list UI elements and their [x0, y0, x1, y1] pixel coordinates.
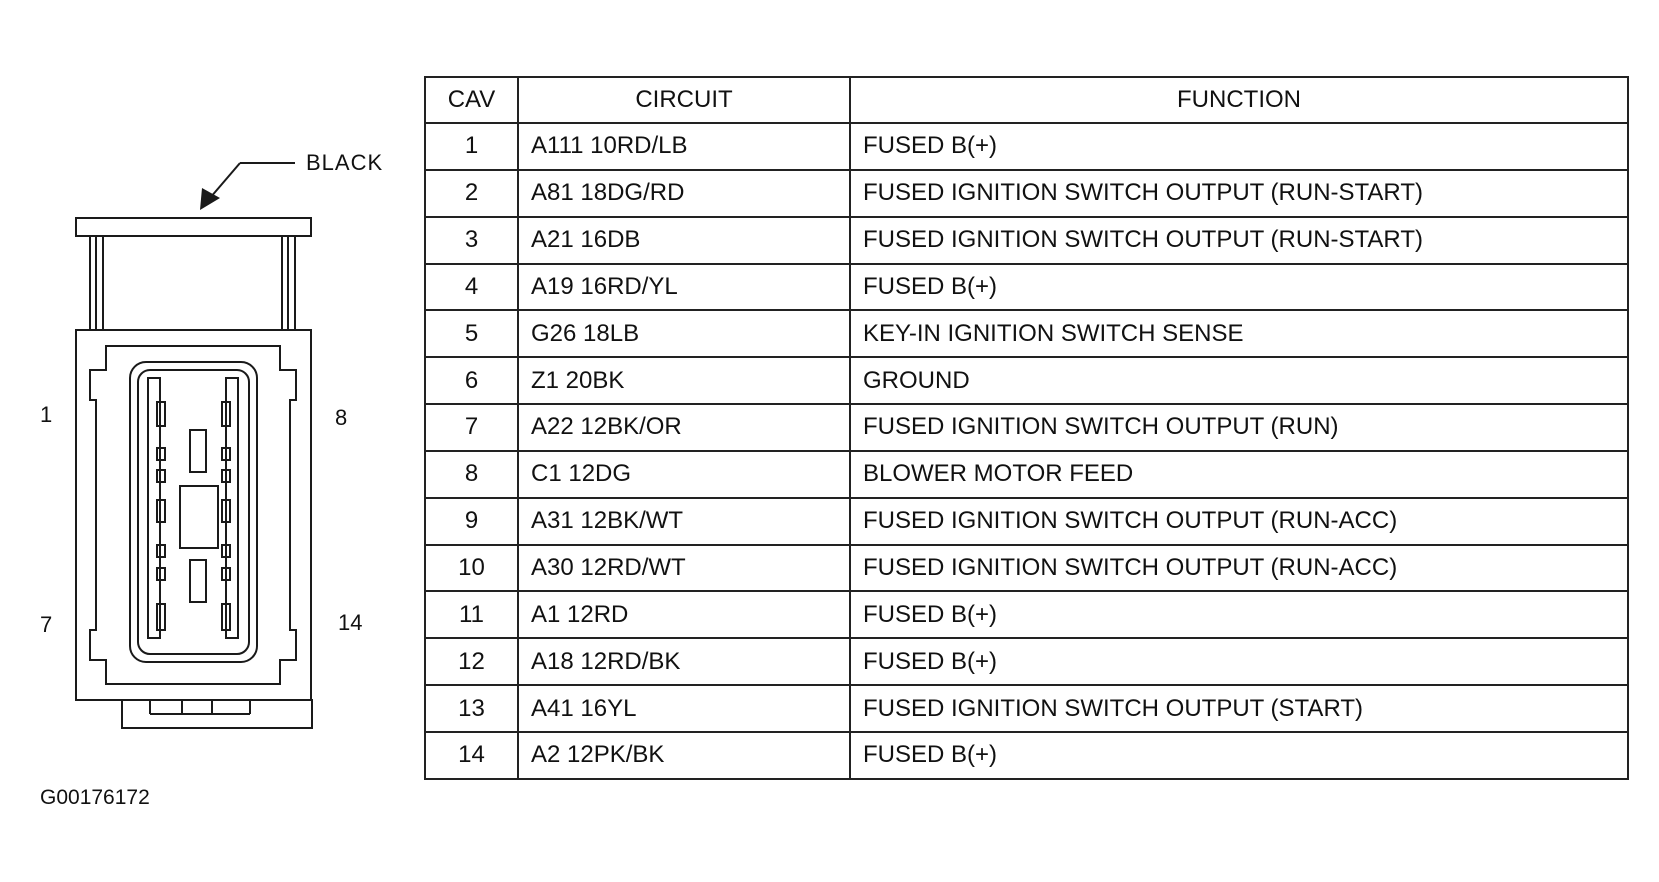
- function-cell: FUSED B(+): [850, 638, 1628, 685]
- connector-top-plate: [76, 218, 311, 236]
- pin-label-1: 1: [40, 402, 53, 427]
- table-row: [425, 123, 1628, 170]
- function-cell: FUSED B(+): [850, 732, 1628, 779]
- header-cav: CAV: [425, 77, 518, 123]
- table-row: [425, 591, 1628, 638]
- table-header-row: [425, 77, 1628, 123]
- circuit-cell: A22 12BK/OR: [518, 404, 850, 451]
- connector-color-label: BLACK: [306, 150, 384, 175]
- pinout-table: [424, 76, 1629, 780]
- table-row: [425, 170, 1628, 217]
- terminal-cavity-inner: [138, 370, 249, 654]
- center-terminal-main: [180, 486, 218, 548]
- cav-cell: 6: [425, 357, 518, 404]
- cav-cell: 7: [425, 404, 518, 451]
- cav-cell: 8: [425, 451, 518, 498]
- table-row: [425, 217, 1628, 264]
- cav-cell: 12: [425, 638, 518, 685]
- table-row: [425, 310, 1628, 357]
- function-cell: FUSED IGNITION SWITCH OUTPUT (RUN-ACC): [850, 545, 1628, 592]
- connector-drawing: [0, 0, 420, 877]
- pointer-shaft: [210, 163, 240, 198]
- cav-cell: 2: [425, 170, 518, 217]
- cav-cell: 14: [425, 732, 518, 779]
- circuit-cell: A19 16RD/YL: [518, 264, 850, 311]
- function-cell: FUSED IGNITION SWITCH OUTPUT (START): [850, 685, 1628, 732]
- circuit-cell: A81 18DG/RD: [518, 170, 850, 217]
- pin-label-8: 8: [335, 405, 348, 430]
- terminal-column-left: [148, 378, 165, 638]
- function-cell: FUSED IGNITION SWITCH OUTPUT (RUN-ACC): [850, 498, 1628, 545]
- connector-inner-wall: [90, 346, 296, 684]
- pin-label-7: 7: [40, 612, 53, 637]
- figure-id: G00176172: [40, 786, 150, 809]
- circuit-cell: A21 16DB: [518, 217, 850, 264]
- function-cell: FUSED B(+): [850, 264, 1628, 311]
- terminal-column-right: [222, 378, 238, 638]
- connector-diagram: [0, 0, 420, 877]
- cav-cell: 1: [425, 123, 518, 170]
- cav-cell: 10: [425, 545, 518, 592]
- cav-cell: 3: [425, 217, 518, 264]
- header-circuit: CIRCUIT: [518, 77, 850, 123]
- function-cell: FUSED IGNITION SWITCH OUTPUT (RUN-START): [850, 217, 1628, 264]
- circuit-cell: A1 12RD: [518, 591, 850, 638]
- circuit-cell: Z1 20BK: [518, 357, 850, 404]
- cav-cell: 11: [425, 591, 518, 638]
- table-row: [425, 685, 1628, 732]
- center-terminal-top: [190, 430, 206, 472]
- function-cell: FUSED B(+): [850, 591, 1628, 638]
- circuit-cell: C1 12DG: [518, 451, 850, 498]
- cav-cell: 4: [425, 264, 518, 311]
- function-cell: FUSED B(+): [850, 123, 1628, 170]
- connector-body: [76, 330, 311, 700]
- circuit-cell: A31 12BK/WT: [518, 498, 850, 545]
- function-cell: BLOWER MOTOR FEED: [850, 451, 1628, 498]
- connector-bottom-lock: [122, 700, 312, 728]
- pin-label-14: 14: [338, 610, 363, 635]
- circuit-cell: G26 18LB: [518, 310, 850, 357]
- table-row: [425, 451, 1628, 498]
- circuit-cell: A2 12PK/BK: [518, 732, 850, 779]
- function-cell: GROUND: [850, 357, 1628, 404]
- table-row: [425, 732, 1628, 779]
- pinout-table-body: [425, 123, 1628, 779]
- table-row: [425, 357, 1628, 404]
- connector-latch-rails: [90, 236, 295, 330]
- table-row: [425, 545, 1628, 592]
- cav-cell: 9: [425, 498, 518, 545]
- header-function: FUNCTION: [850, 77, 1628, 123]
- center-terminal-bottom: [190, 560, 206, 602]
- function-cell: FUSED IGNITION SWITCH OUTPUT (RUN-START): [850, 170, 1628, 217]
- circuit-cell: A41 16YL: [518, 685, 850, 732]
- circuit-cell: A18 12RD/BK: [518, 638, 850, 685]
- table-row: [425, 498, 1628, 545]
- table-row: [425, 638, 1628, 685]
- function-cell: FUSED IGNITION SWITCH OUTPUT (RUN): [850, 404, 1628, 451]
- table-row: [425, 264, 1628, 311]
- cav-cell: 5: [425, 310, 518, 357]
- function-cell: KEY-IN IGNITION SWITCH SENSE: [850, 310, 1628, 357]
- circuit-cell: A111 10RD/LB: [518, 123, 850, 170]
- table-row: [425, 404, 1628, 451]
- circuit-cell: A30 12RD/WT: [518, 545, 850, 592]
- cav-cell: 13: [425, 685, 518, 732]
